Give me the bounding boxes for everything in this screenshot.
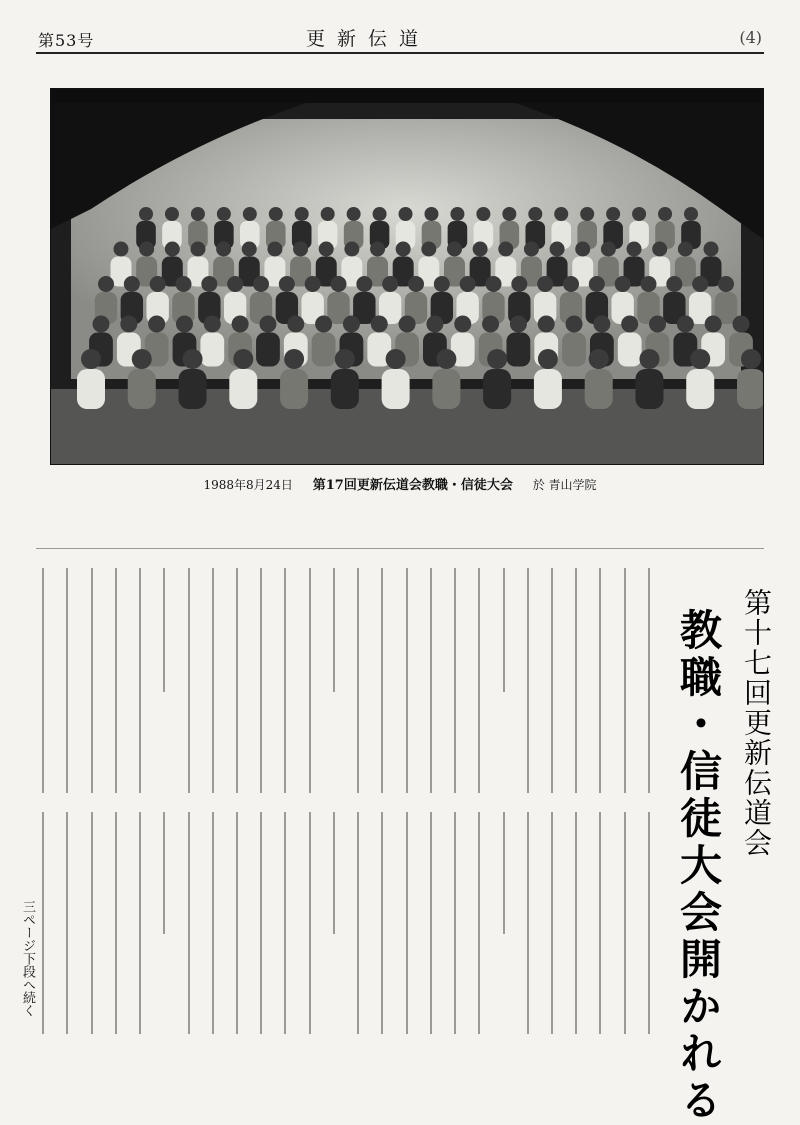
attendee-head xyxy=(692,276,708,292)
text-column-placeholder xyxy=(284,568,286,793)
text-column-placeholder xyxy=(503,812,505,934)
attendee-head xyxy=(408,276,424,292)
attendee-head xyxy=(550,242,565,257)
issue-number: 第53号 xyxy=(38,31,95,50)
attendee-head xyxy=(321,207,335,221)
text-column-placeholder xyxy=(527,568,529,793)
attendee-head xyxy=(524,242,539,257)
text-column-placeholder xyxy=(551,812,553,1034)
text-column-placeholder xyxy=(66,812,68,1034)
attendee-head xyxy=(93,316,110,333)
attendee-head xyxy=(486,276,502,292)
caption-date: 1988年8月24日 xyxy=(203,478,293,492)
attendee-head xyxy=(511,276,527,292)
attendee-body xyxy=(256,333,280,367)
attendee-head xyxy=(538,316,555,333)
attendee-head xyxy=(436,349,456,369)
attendee-head xyxy=(666,276,682,292)
attendee-head xyxy=(176,276,192,292)
attendee-head xyxy=(690,349,710,369)
attendee-head xyxy=(677,316,694,333)
text-column-placeholder xyxy=(66,568,68,793)
attendee-head xyxy=(641,276,657,292)
attendee-head xyxy=(370,242,385,257)
attendee-head xyxy=(183,349,203,369)
attendee-head xyxy=(658,207,672,221)
attendee-head xyxy=(139,242,154,257)
attendee-head xyxy=(498,242,513,257)
text-column-placeholder xyxy=(236,812,238,1034)
text-column-placeholder xyxy=(575,812,577,1034)
attendee-head xyxy=(293,242,308,257)
attendee-head xyxy=(627,242,642,257)
text-column-placeholder xyxy=(551,568,553,793)
attendee-head xyxy=(191,207,205,221)
text-column-placeholder xyxy=(163,568,165,692)
text-column-placeholder xyxy=(309,812,311,1034)
attendee-head xyxy=(81,349,101,369)
attendee-head xyxy=(639,349,659,369)
attendee-head xyxy=(124,276,140,292)
text-column-placeholder xyxy=(381,812,383,1034)
series-title: 第十七回更新伝道会 xyxy=(740,588,773,858)
text-column-placeholder xyxy=(236,568,238,793)
attendee-head xyxy=(741,349,761,369)
attendee-body xyxy=(77,369,105,409)
attendee-head xyxy=(319,242,334,257)
attendee-body xyxy=(128,369,156,409)
text-column-placeholder xyxy=(91,568,93,793)
attendee-head xyxy=(426,316,443,333)
text-column-placeholder xyxy=(139,812,141,1034)
text-column-placeholder xyxy=(478,568,480,793)
attendee-head xyxy=(487,349,507,369)
newsletter-title: 更新伝道 xyxy=(306,28,431,50)
attendee-head xyxy=(284,349,304,369)
text-column-placeholder xyxy=(648,568,650,793)
attendee-head xyxy=(399,207,413,221)
attendee-head xyxy=(150,276,166,292)
attendee-head xyxy=(201,276,217,292)
attendee-head xyxy=(253,276,269,292)
attendee-head xyxy=(476,207,490,221)
attendee-head xyxy=(165,207,179,221)
attendee-head xyxy=(554,207,568,221)
attendee-head xyxy=(242,242,257,257)
attendee-head xyxy=(347,207,361,221)
attendee-body xyxy=(686,369,714,409)
attendee-head xyxy=(593,316,610,333)
attendee-head xyxy=(233,349,253,369)
attendee-head xyxy=(176,316,193,333)
attendee-body xyxy=(200,333,224,367)
text-column-placeholder xyxy=(188,812,190,1034)
section-rule xyxy=(36,548,764,549)
attendee-head xyxy=(632,207,646,221)
text-column-placeholder xyxy=(163,812,165,934)
attendee-head xyxy=(434,276,450,292)
attendee-body xyxy=(737,369,763,409)
attendee-body xyxy=(585,369,613,409)
text-column-placeholder xyxy=(454,568,456,793)
page-number: (4) xyxy=(739,28,762,47)
text-column-placeholder xyxy=(575,568,577,793)
attendee-head xyxy=(575,242,590,257)
text-column-placeholder xyxy=(212,812,214,1034)
text-column-placeholder xyxy=(284,812,286,1034)
attendee-body xyxy=(382,369,410,409)
attendee-head xyxy=(510,316,527,333)
text-column-placeholder xyxy=(139,568,141,793)
attendee-head xyxy=(148,316,165,333)
attendee-head xyxy=(382,276,398,292)
text-column-placeholder xyxy=(212,568,214,793)
attendee-head xyxy=(232,316,249,333)
text-column-placeholder xyxy=(503,568,505,692)
attendee-body xyxy=(179,369,207,409)
text-column-placeholder xyxy=(599,812,601,1034)
attendee-head xyxy=(704,242,719,257)
attendee-head xyxy=(450,207,464,221)
attendee-head xyxy=(335,349,355,369)
attendee-head xyxy=(447,242,462,257)
text-column-placeholder xyxy=(430,812,432,1034)
attendee-head xyxy=(396,242,411,257)
text-column-placeholder xyxy=(406,568,408,793)
attendee-head xyxy=(243,207,257,221)
text-column-placeholder xyxy=(527,812,529,1034)
attendee-body xyxy=(506,333,530,367)
attendee-head xyxy=(460,276,476,292)
attendee-head xyxy=(386,349,406,369)
attendee-head xyxy=(267,242,282,257)
attendee-head xyxy=(132,349,152,369)
text-column-placeholder xyxy=(430,568,432,793)
attendee-head xyxy=(204,316,221,333)
attendee-head xyxy=(482,316,499,333)
attendee-head xyxy=(269,207,283,221)
attendee-head xyxy=(227,276,243,292)
attendee-head xyxy=(537,276,553,292)
attendee-head xyxy=(621,316,638,333)
attendee-body xyxy=(534,369,562,409)
attendee-head xyxy=(563,276,579,292)
attendee-body xyxy=(280,369,308,409)
article-headline: 教職・信徒大会開かれる xyxy=(674,608,723,1125)
attendee-head xyxy=(705,316,722,333)
article-body-lower xyxy=(30,812,660,1034)
text-column-placeholder xyxy=(115,568,117,793)
header-rule xyxy=(36,52,764,54)
text-column-placeholder xyxy=(624,812,626,1034)
attendee-head xyxy=(331,276,347,292)
group-photo-illustration xyxy=(51,89,763,464)
attendee-head xyxy=(114,242,129,257)
attendee-head xyxy=(216,242,231,257)
text-column-placeholder xyxy=(381,568,383,793)
text-column-placeholder xyxy=(357,812,359,1034)
attendee-head xyxy=(259,316,276,333)
attendee-head xyxy=(733,316,750,333)
text-column-placeholder xyxy=(188,568,190,793)
attendee-head xyxy=(315,316,332,333)
attendee-head xyxy=(580,207,594,221)
text-column-placeholder xyxy=(309,568,311,793)
attendee-head xyxy=(343,316,360,333)
text-column-placeholder xyxy=(260,568,262,793)
attendee-head xyxy=(279,276,295,292)
attendee-body xyxy=(618,333,642,367)
caption-event: 第17回更新伝道会教職・信徒大会 xyxy=(312,478,513,493)
attendee-body xyxy=(312,333,336,367)
attendee-head xyxy=(165,242,180,257)
attendee-head xyxy=(421,242,436,257)
attendee-head xyxy=(718,276,734,292)
text-column-placeholder xyxy=(357,568,359,793)
attendee-body xyxy=(483,369,511,409)
attendee-head xyxy=(589,349,609,369)
attendee-head xyxy=(601,242,616,257)
attendee-head xyxy=(295,207,309,221)
attendee-body xyxy=(562,333,586,367)
text-column-placeholder xyxy=(406,812,408,1034)
text-column-placeholder xyxy=(91,812,93,1034)
attendee-head xyxy=(502,207,516,221)
attendee-head xyxy=(528,207,542,221)
attendee-head xyxy=(356,276,372,292)
attendee-head xyxy=(678,242,693,257)
text-column-placeholder xyxy=(454,812,456,1034)
caption-place: 於 青山学院 xyxy=(532,478,597,492)
attendee-body xyxy=(229,369,257,409)
attendee-head xyxy=(615,276,631,292)
attendee-head xyxy=(399,316,416,333)
group-photo xyxy=(50,88,764,465)
attendee-head xyxy=(473,242,488,257)
attendee-body xyxy=(635,369,663,409)
attendee-head xyxy=(190,242,205,257)
text-column-placeholder xyxy=(478,812,480,1034)
photo-caption xyxy=(0,474,800,493)
attendee-head xyxy=(371,316,388,333)
attendee-head xyxy=(287,316,304,333)
attendee-head xyxy=(589,276,605,292)
attendee-head xyxy=(649,316,666,333)
text-column-placeholder xyxy=(333,812,335,934)
text-column-placeholder xyxy=(624,568,626,793)
continuation-note: 三ページ下段へ続く xyxy=(20,900,35,1017)
text-column-placeholder xyxy=(599,568,601,793)
attendee-head xyxy=(538,349,558,369)
attendee-body xyxy=(432,369,460,409)
attendee-head xyxy=(684,207,698,221)
attendee-head xyxy=(652,242,667,257)
text-column-placeholder xyxy=(42,568,44,793)
text-column-placeholder xyxy=(648,812,650,1034)
attendee-head xyxy=(566,316,583,333)
attendee-head xyxy=(217,207,231,221)
attendee-head xyxy=(373,207,387,221)
attendee-head xyxy=(344,242,359,257)
attendee-body xyxy=(331,369,359,409)
text-column-placeholder xyxy=(260,812,262,1034)
attendee-head xyxy=(98,276,114,292)
text-column-placeholder xyxy=(115,812,117,1034)
article-body-upper xyxy=(30,568,660,793)
text-column-placeholder xyxy=(42,812,44,1034)
attendee-head xyxy=(305,276,321,292)
attendee-head xyxy=(606,207,620,221)
attendee-head xyxy=(139,207,153,221)
text-column-placeholder xyxy=(333,568,335,692)
attendee-head xyxy=(120,316,137,333)
attendee-head xyxy=(424,207,438,221)
attendee-head xyxy=(454,316,471,333)
